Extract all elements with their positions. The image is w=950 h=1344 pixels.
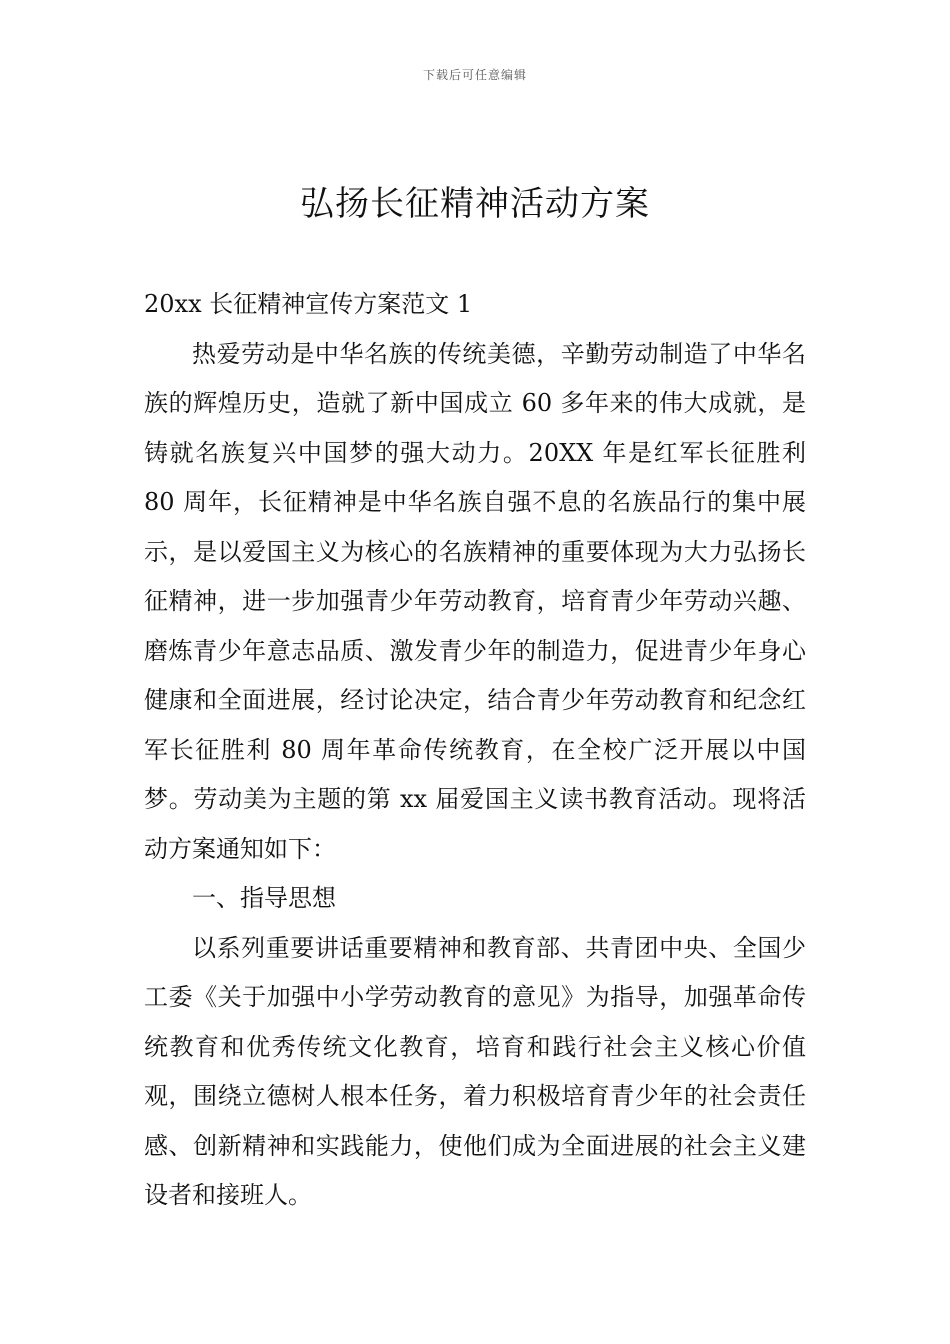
header-note: 下载后可任意编辑 [422,68,527,82]
section-heading-guiding-ideology: 一、指导思想 [192,884,336,912]
document-subtitle: 20xx 长征精神宣传方案范文 1 [144,290,473,318]
document-body [144,280,806,1221]
intro-paragraph: 热爱劳动是中华名族的传统美德，辛勤劳动制造了中华名族的辉煌历史，造就了新中国成立 60 多年来的伟大成就，是铸就名族复兴中国梦的强大动力。20XX 年是红军长征胜利 80 周年，长征精神是中华名族自强不息的名族品行的集中展示，是以爱国主义为核心的名族精神的重要体现为大力弘扬长征精神，进一步加强青少年劳动教育，培育青少年劳动兴趣、磨炼青少年意志品质、激发青少年的制造力，促进青少年身心健康和全面进展，经讨论决定，结合青少年劳动教育和纪念红军长征胜利 80 周年革命传统教育，在全校广泛开展以中国梦。劳动美为主题的第 xx 届爱国主义读书教育活动。现将活动方案通知如下： [144,339,806,863]
document-title: 弘扬长征精神活动方案 [300,184,650,224]
guiding-ideology-paragraph: 以系列重要讲话重要精神和教育部、共青团中央、全国少工委《关于加强中小学劳动教育的意见》为指导，加强革命传统教育和优秀传统文化教育，培育和践行社会主义核心价值观，围绕立德树人根本任务，着力积极培育青少年的社会责任感、创新精神和实践能力，使他们成为全面进展的社会主义建设者和接班人。 [144,933,806,1209]
